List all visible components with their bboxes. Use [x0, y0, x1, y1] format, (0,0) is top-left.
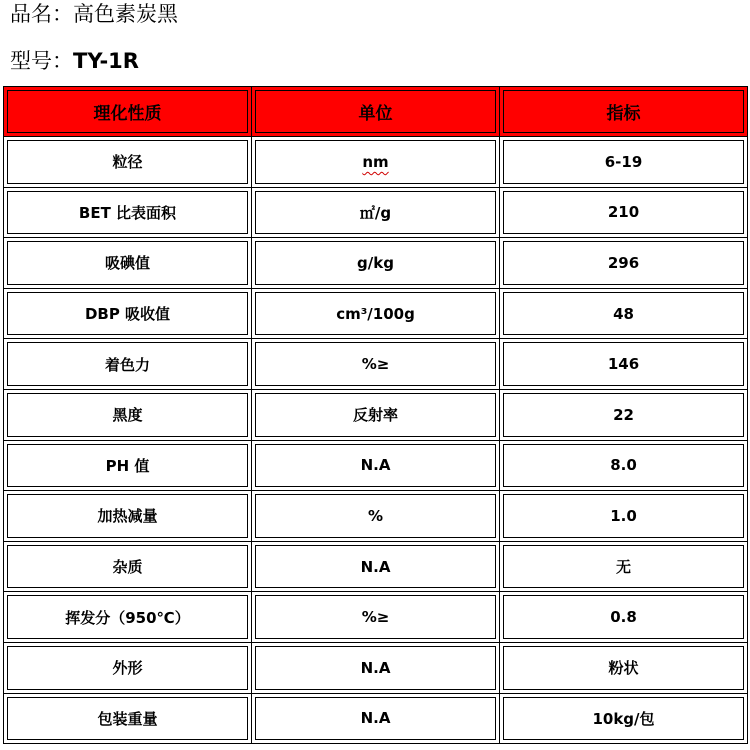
row-value: 8.0 — [500, 440, 748, 491]
row-unit: %≥ — [252, 339, 500, 390]
table-row — [4, 288, 748, 339]
column-header-value: 指标 — [500, 87, 748, 137]
row-unit: g/kg — [252, 238, 500, 289]
row-property: 吸碘值 — [4, 238, 252, 289]
row-property: 杂质 — [4, 541, 252, 592]
row-value: 无 — [500, 541, 748, 592]
row-property: 挥发分（950℃） — [4, 592, 252, 643]
row-unit: N.A — [252, 642, 500, 693]
product-name-line — [10, 4, 178, 25]
row-property: PH 值 — [4, 440, 252, 491]
row-value: 10kg/包 — [500, 693, 748, 744]
row-value: 48 — [500, 288, 748, 339]
table-row — [4, 491, 748, 542]
row-property: 着色力 — [4, 339, 252, 390]
row-unit-text: nm — [362, 152, 389, 171]
product-name-label: 品名： — [10, 2, 73, 26]
row-unit — [252, 137, 500, 188]
table-row — [4, 339, 748, 390]
row-value: 22 — [500, 389, 748, 440]
row-property: 粒径 — [4, 137, 252, 188]
column-header-property: 理化性质 — [4, 87, 252, 137]
row-unit: cm³/100g — [252, 288, 500, 339]
row-value: 粉状 — [500, 642, 748, 693]
table-row — [4, 440, 748, 491]
row-unit: % — [252, 491, 500, 542]
row-value: 210 — [500, 187, 748, 238]
row-unit: N.A — [252, 693, 500, 744]
row-unit: ㎡/g — [252, 187, 500, 238]
row-property: 包装重量 — [4, 693, 252, 744]
row-property: 外形 — [4, 642, 252, 693]
row-property: 黑度 — [4, 389, 252, 440]
row-value: 146 — [500, 339, 748, 390]
row-value: 296 — [500, 238, 748, 289]
row-value: 1.0 — [500, 491, 748, 542]
row-unit: 反射率 — [252, 389, 500, 440]
row-value: 0.8 — [500, 592, 748, 643]
table-row — [4, 187, 748, 238]
table-row — [4, 389, 748, 440]
row-unit: N.A — [252, 541, 500, 592]
row-value: 6-19 — [500, 137, 748, 188]
row-unit: %≥ — [252, 592, 500, 643]
product-model-value: TY-1R — [73, 49, 139, 73]
row-property: DBP 吸收值 — [4, 288, 252, 339]
row-property: 加热减量 — [4, 491, 252, 542]
column-header-unit: 单位 — [252, 87, 500, 137]
row-property: BET 比表面积 — [4, 187, 252, 238]
table-row — [4, 541, 748, 592]
row-unit: N.A — [252, 440, 500, 491]
table-row — [4, 137, 748, 188]
product-model-label: 型号： — [10, 49, 73, 73]
table-row — [4, 238, 748, 289]
table-row — [4, 642, 748, 693]
table-header-row — [4, 87, 748, 137]
product-model-line — [10, 51, 139, 72]
product-name-value: 高色素炭黑 — [73, 2, 178, 26]
spec-table — [3, 86, 748, 744]
table-row — [4, 693, 748, 744]
table-row — [4, 592, 748, 643]
